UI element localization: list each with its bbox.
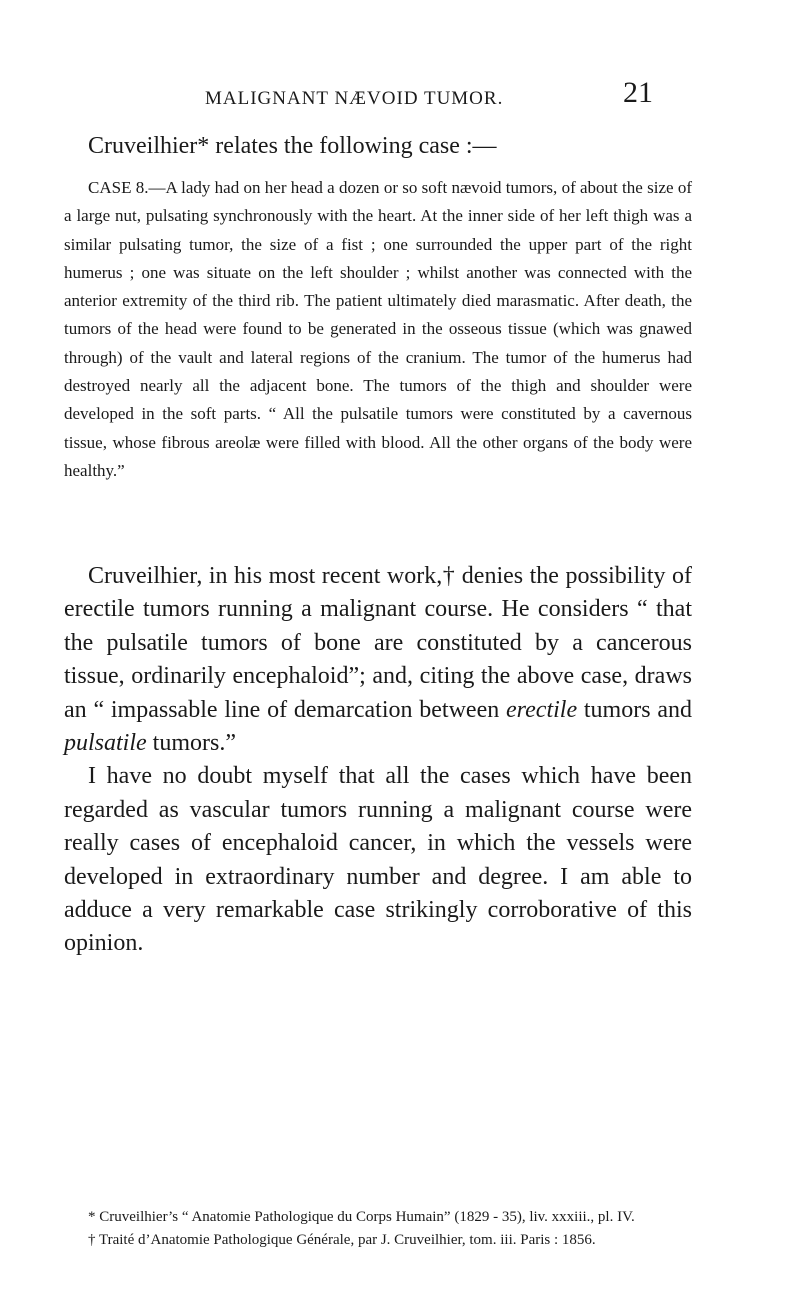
body-paragraph-2: I have no doubt myself that all the cases which have been regarded as vascular tumors running a malignant course were really cases of encephaloid cancer, in which the vessels were developed in extraordinary number and degree. I am able to adduce a very remarkable case strikingly corroborative of this opinion. (64, 763, 692, 957)
running-header (205, 76, 655, 110)
case-report: CASE 8.—A lady had on her head a dozen or so soft nævoid tumors, of about the size of a large nut, pulsating synchronously with the heart. At the inner side of her left thigh was a similar pulsating tumor, the size of a fist ; one surrounded the upper part of the right humerus ; one was situate on the left shoulder ; whilst another was connected with the anterior extremity of the third rib. The patient ultimately died marasmatic. After death, the tumors of the head were found to be generated in the osseous tissue (which was gnawed through) of the vault and lateral regions of the cranium. The tumor of the humerus had destroyed nearly all the adjacent bone. The tumors of the thigh and shoulder were developed in the soft parts. “ All the pulsatile tumors were constituted by a cavernous tissue, whose fibrous areolæ were filled with blood. All the other organs of the body were healthy.” (64, 178, 692, 480)
erectile-term: erectile (506, 696, 578, 723)
body-paragraph-1: Cruveilhier, in his most recent work,† denies the possibility of erectile tumors running a malignant course. He considers “ that the pulsatile tumors of bone are constituted by a cancerous tissue, ordinarily encephaloid”; and, citing the above case, draws an “ impassable line of demarcation between erectile tumors and pulsatile tumors.” (64, 563, 692, 757)
intro-line: Cruveilhier* relates the following case :— (88, 133, 497, 159)
running-title: MALIGNANT NÆVOID TUMOR. (205, 88, 504, 109)
page-number: 21 (623, 76, 653, 109)
footnote-1: * Cruveilhier’s “ Anatomie Pathologique du Corps Humain” (1829 - 35), liv. xxxiii., pl. IV. (88, 1209, 635, 1225)
footnote-2: † Traité d’Anatomie Pathologique Générale, par J. Cruveilhier, tom. iii. Paris : 1856. (88, 1232, 596, 1248)
body-text (64, 560, 692, 961)
footnotes (64, 1206, 692, 1252)
pulsatile-term: pulsatile (64, 730, 147, 757)
